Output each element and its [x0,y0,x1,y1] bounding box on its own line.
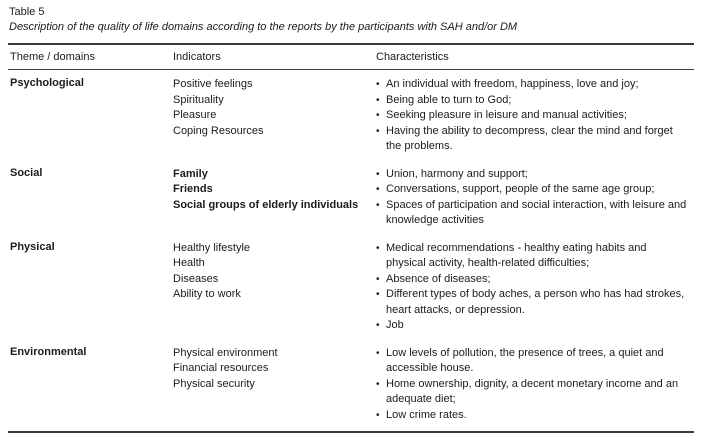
indicators-cell [171,70,374,160]
characteristic-text: Conversations, support, people of the same age group; [386,183,655,195]
indicator-item: Physical environment [173,346,278,359]
indicator-item: Family [173,167,208,180]
table-row [8,339,694,432]
indicator-item: Friends [173,183,213,195]
characteristic-text: Seeking pleasure in leisure and manual activities; [386,109,627,121]
table-caption: Description of the quality of life domains according to the reports by the participants with SAH and/or DM [9,21,518,33]
indicator-item: Coping Resources [173,124,264,137]
bullet-icon: • [376,79,380,90]
characteristic-item [376,377,688,408]
bullet-icon: • [376,125,380,137]
bullet-icon: • [376,168,380,180]
col-header-characteristics: Characteristics [374,44,694,70]
characteristic-text: Medical recommendations - healthy eating habits and physical activity, health-related difficulties; [386,241,647,269]
characteristic-text: Low crime rates. [386,408,467,421]
characteristic-item [376,77,688,93]
table-row [8,160,694,234]
bullet-icon: • [376,199,380,211]
indicator-item: Social groups of elderly individuals [173,198,359,211]
characteristic-item [376,124,688,155]
characteristic-text: Low levels of pollution, the presence of trees, a quiet and accessible house. [386,346,664,374]
indicator-item: Ability to work [173,288,241,300]
characteristic-text: Having the ability to decompress, clear the mind and forget the problems. [386,124,673,152]
characteristic-text: Absence of diseases; [386,272,491,285]
bullet-icon: • [376,409,380,421]
indicator-item: Spirituality [173,93,224,106]
table-row [8,70,694,160]
characteristic-item [376,182,688,198]
col-header-indicators: Indicators [171,44,374,70]
characteristic-text: Union, harmony and support; [386,167,528,180]
bullet-icon: • [376,94,380,106]
table-body [8,70,694,432]
characteristics-cell [374,339,694,432]
indicator-item: Pleasure [173,109,217,121]
table-label: Table 5 [9,6,45,18]
characteristics-cell [374,234,694,339]
quality-of-life-table [8,43,694,431]
characteristic-text: Job [386,319,404,331]
indicator-item: Health [173,257,205,269]
characteristic-item [376,241,688,272]
theme-cell: Environmental [10,345,87,358]
indicator-item: Diseases [173,272,219,285]
indicator-item: Positive feelings [173,78,253,90]
characteristic-item [376,167,688,183]
indicator-item: Physical security [173,377,255,390]
characteristic-item [376,272,688,288]
characteristics-cell [374,70,694,160]
bullet-icon: • [376,273,380,285]
characteristic-text: Home ownership, dignity, a decent monetary income and an adequate diet; [386,377,679,405]
bullet-icon: • [376,110,380,121]
theme-cell: Psychological [10,77,84,89]
bullet-icon: • [376,184,380,195]
characteristic-item [376,346,688,377]
indicators-cell [171,160,374,234]
characteristic-text: Spaces of participation and social interaction, with leisure and knowledge activities [386,198,687,226]
characteristic-text: Being able to turn to God; [386,93,512,106]
theme-cell: Physical [10,240,55,253]
characteristic-item [376,408,688,424]
indicator-item: Healthy lifestyle [173,241,251,254]
bullet-icon: • [376,378,380,390]
characteristics-cell [374,160,694,234]
bullet-icon: • [376,242,380,254]
theme-cell: Social [10,166,43,179]
characteristic-text: An individual with freedom, happiness, love and joy; [386,78,639,90]
indicator-item: Financial resources [173,362,269,374]
characteristic-item [376,318,688,334]
bullet-icon: • [376,347,380,359]
table-bottom-rule [8,431,694,434]
characteristic-item [376,198,688,229]
characteristic-text: Different types of body aches, a person who has had strokes, heart attacks, or depression. [386,288,685,316]
header-row [8,44,694,70]
characteristic-item [376,287,688,318]
characteristic-item [376,108,688,124]
indicators-cell [171,234,374,339]
col-header-theme-domains: Theme / domains [8,44,171,70]
table-row [8,234,694,339]
indicators-cell [171,339,374,432]
bullet-icon: • [376,320,380,331]
characteristic-item [376,93,688,109]
bullet-icon: • [376,289,380,300]
